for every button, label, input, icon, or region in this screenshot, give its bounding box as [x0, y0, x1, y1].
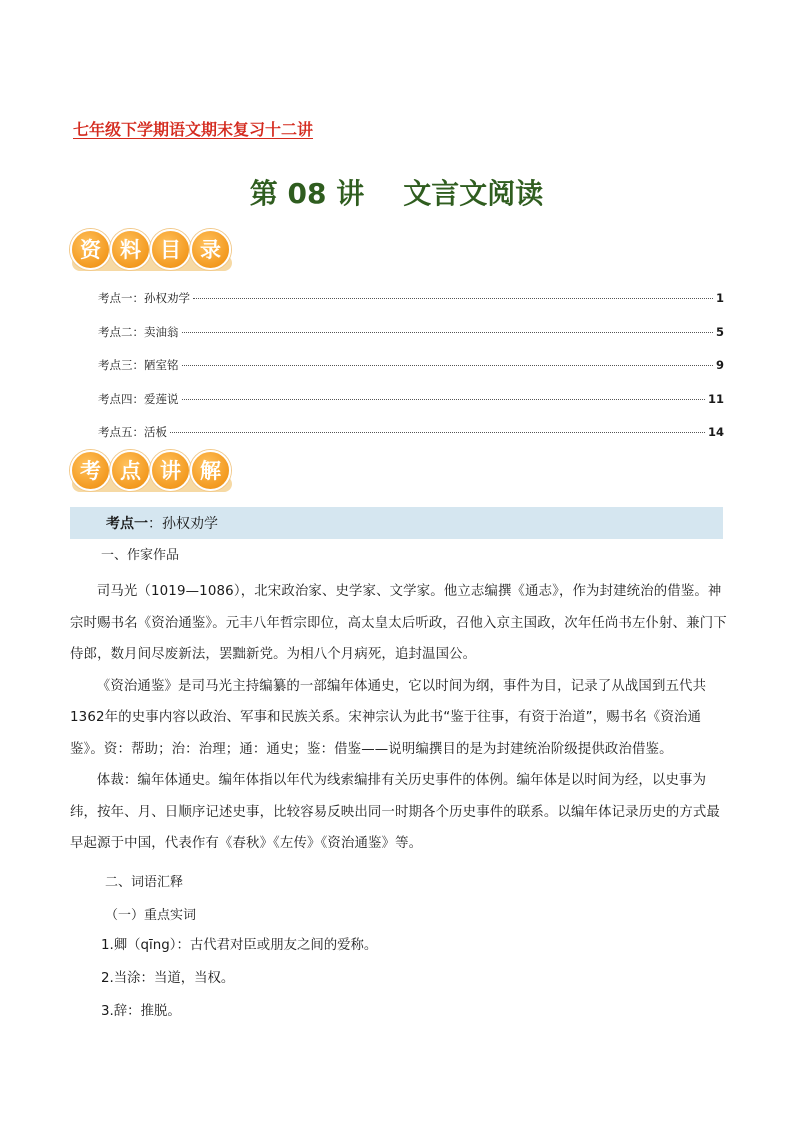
badge-char: 讲: [150, 450, 191, 491]
table-of-contents: [98, 290, 724, 458]
badge-char: 考: [70, 450, 111, 491]
toc-item-label: 考点二：卖油翁: [98, 324, 179, 339]
toc-item-label: 考点四：爱莲说: [98, 391, 179, 406]
toc-item-page: 9: [715, 358, 724, 372]
badge-char: 资: [70, 229, 111, 270]
paragraph: 司马光（1019—1086），北宋政治家、史学家、文学家。他立志编撰《通志》，作为封建统治的借鉴。神宗时赐书名《资治通鉴》。元丰八年哲宗即位，高太皇太后听政，召他入京主国政，次年任尚书左仆射、兼门下侍郎，数月间尽废新法，罢黜新党。为相八个月病死，追封温国公。: [70, 584, 727, 662]
toc-item-page: 5: [715, 324, 724, 339]
toc-item-label: 考点五：活板: [98, 425, 167, 439]
toc-leader-dots: [193, 298, 713, 299]
toc-item[interactable]: [98, 324, 724, 358]
toc-leader-dots: [182, 365, 713, 366]
series-title: 七年级下学期语文期末复习十二讲: [73, 120, 314, 139]
section-prefix: 考点一: [106, 516, 148, 532]
toc-item-label: 考点三：陋室铭: [98, 358, 179, 372]
section-body: [70, 543, 732, 1028]
paragraph: 《资治通鉴》是司马光主持编纂的一部编年体通史，它以时间为纲，事件为目，记录了从战国到五代共1362年的史事内容以政治、军事和民族关系。宋神宗认为此书“鉴于往事，有资于治道”，赐书名《资治通鉴》。资：帮助；治：治理；通：通史；鉴：借鉴——说明编撰目的是为封建统治阶级提供政治借鉴。: [70, 678, 707, 757]
toc-leader-dots: [182, 399, 705, 400]
badge-char: 点: [110, 450, 151, 491]
toc-item[interactable]: [98, 391, 724, 425]
section-title: [106, 513, 218, 533]
toc-badge: [70, 223, 230, 275]
section-title-text: ：孙权劝学: [148, 516, 218, 532]
paragraph: 体裁：编年体通史。编年体指以年代为线索编排有关历史事件的体例。编年体是以时间为经，以史事为纬，按年、月、日顺序记述史事，比较容易反映出同一时期各个历史事件的联系。以编年体记录历史的方式最早起源于中国，代表作有《春秋》《左传》《资治通鉴》等。: [70, 773, 720, 851]
key-points-badge: [70, 444, 230, 496]
toc-item-page: 14: [707, 425, 724, 439]
heading-key-words: （一）重点实词: [105, 907, 197, 923]
toc-item-page: 11: [707, 391, 724, 406]
heading-vocabulary: 二、词语汇释: [105, 874, 184, 890]
section-header: [70, 507, 723, 539]
badge-char: 解: [190, 450, 231, 491]
toc-item[interactable]: [98, 290, 724, 324]
vocab-item: 2.当涂：当道，当权。: [101, 970, 235, 986]
vocab-item: 1.卿（qīng）：古代君对臣或朋友之间的爱称。: [101, 937, 378, 953]
heading-author-works: 一、作家作品: [101, 548, 180, 563]
badge-char: 目: [150, 229, 191, 270]
toc-leader-dots: [170, 432, 705, 433]
toc-item-label: 考点一：孙权劝学: [98, 291, 190, 305]
vocab-item: 3.辞：推脱。: [101, 1003, 181, 1019]
badge-char: 料: [110, 229, 151, 270]
toc-item-page: 1: [715, 291, 724, 305]
toc-item[interactable]: [98, 357, 724, 391]
lecture-title: 第 08 讲 文言文阅读: [249, 177, 544, 210]
badge-char: 录: [190, 229, 231, 270]
toc-leader-dots: [182, 332, 713, 333]
